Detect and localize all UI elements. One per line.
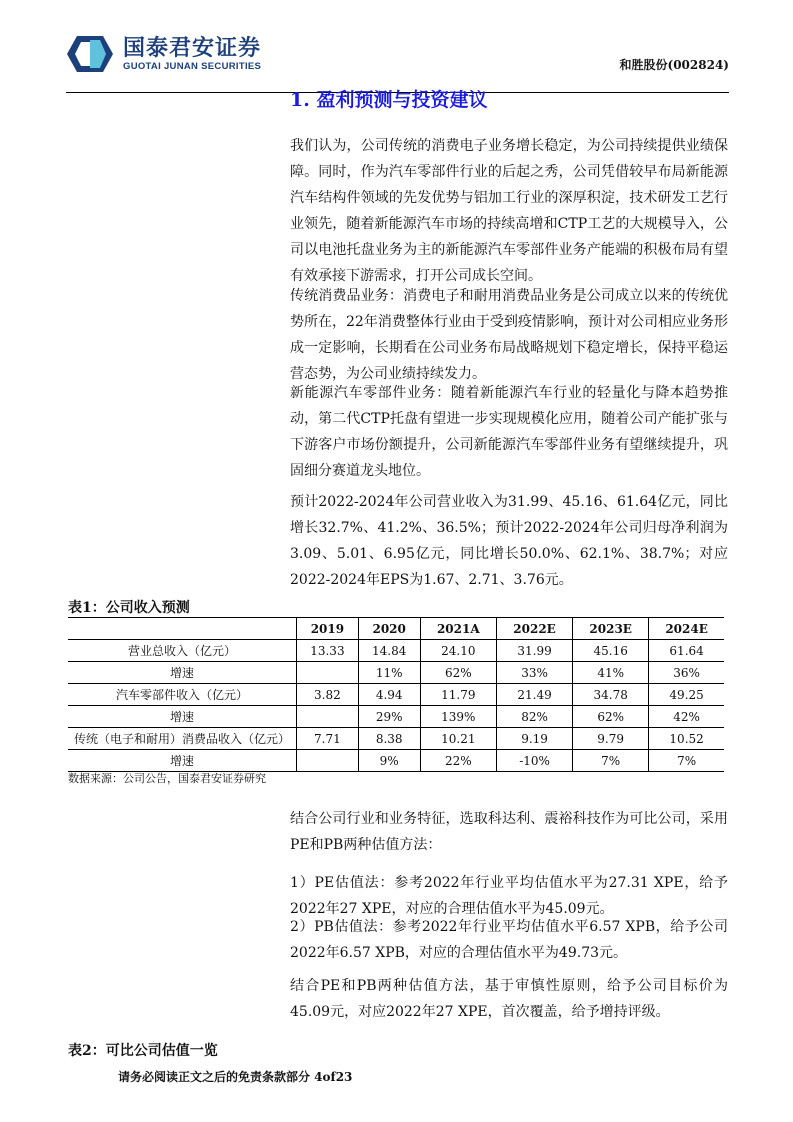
- paragraph: 新能源汽车零部件业务：随着新能源汽车行业的轻量化与降本趋势推动，第二代CTP托盘有望进一步实现规模化应用，随着公司产能扩张与下游客户市场份额提升，公司新能源汽车零部件业务有望继续提升，巩固细分赛道龙头地位。: [290, 385, 728, 479]
- table-cell: 29%: [358, 706, 420, 728]
- table-cell: 21.49: [497, 684, 573, 706]
- paragraph: 我们认为，公司传统的消费电子业务增长稳定，为公司持续提供业绩保障。同时，作为汽车零部件行业的后起之秀，公司凭借较早布局新能源汽车结构件领域的先发优势与铝加工行业的深厚积淀，技术研发工艺行业领先，随着新能源汽车市场的持续高增和CTP工艺的大规模导入，公司以电池托盘业务为主的新能源汽车零部件业务产能端的积极布局有望有效承接下游需求，打开公司成长空间。: [290, 138, 728, 284]
- paragraph: 传统消费品业务：消费电子和耐用消费品业务是公司成立以来的传统优势所在，22年消费整体行业由于受到疫情影响，预计对公司相应业务形成一定影响，长期看在公司业务布局战略规划下稳定增长，保持平稳运营态势，为公司业绩持续发力。: [290, 288, 728, 382]
- table-cell: 45.16: [573, 640, 649, 662]
- row-label: [68, 618, 297, 640]
- table-cell: 9.79: [573, 728, 649, 750]
- table-cell: 13.33: [297, 640, 359, 662]
- table-source: 数据来源：公司公告，国泰君安证券研究: [68, 772, 266, 785]
- table-cell: 31.99: [497, 640, 573, 662]
- table-cell: 2024E: [649, 618, 724, 640]
- table-cell: 139%: [420, 706, 496, 728]
- table-row: [68, 640, 724, 662]
- list-item: 2）PB估值法：参考2022年行业平均估值水平6.57 XPB，给予公司2022年6.57 XPB，对应的合理估值水平为49.73元。: [290, 919, 728, 961]
- table-cell: 62%: [420, 662, 496, 684]
- table-cell: 4.94: [358, 684, 420, 706]
- table-header-row: [68, 618, 724, 640]
- row-label: 增速: [68, 706, 297, 728]
- table-cell: 61.64: [649, 640, 724, 662]
- table-cell: 9.19: [497, 728, 573, 750]
- paragraph: 结合PE和PB两种估值方法，基于审慎性原则，给予公司目标价为45.09元，对应2022年27 XPE，首次覆盖，给予增持评级。: [290, 978, 728, 1020]
- table-cell: 2022E: [497, 618, 573, 640]
- table-caption: 表2：可比公司估值一览: [68, 1043, 218, 1059]
- table-cell: 10.52: [649, 728, 724, 750]
- table-cell: 2020: [358, 618, 420, 640]
- table-cell: 42%: [649, 706, 724, 728]
- table-row: [68, 750, 724, 772]
- table-cell: 7.71: [297, 728, 359, 750]
- table-cell: [297, 662, 359, 684]
- table-cell: 8.38: [358, 728, 420, 750]
- table-row: [68, 706, 724, 728]
- table-cell: 7%: [573, 750, 649, 772]
- table-cell: 24.10: [420, 640, 496, 662]
- table-cell: 2023E: [573, 618, 649, 640]
- row-label: 增速: [68, 662, 297, 684]
- logo-text-cn: 国泰君安证券: [123, 35, 262, 61]
- table-caption: 表1：公司收入预测: [68, 600, 190, 616]
- table-cell: 22%: [420, 750, 496, 772]
- table-cell: 9%: [358, 750, 420, 772]
- table-cell: 33%: [497, 662, 573, 684]
- stock-name: 和胜股份(002824): [619, 58, 729, 72]
- page-footer: 请务必阅读正文之后的免责条款部分 4of23: [118, 1070, 353, 1084]
- table-cell: 11.79: [420, 684, 496, 706]
- table-cell: 3.82: [297, 684, 359, 706]
- table-cell: 34.78: [573, 684, 649, 706]
- table-row: [68, 728, 724, 750]
- table-cell: 41%: [573, 662, 649, 684]
- table-cell: 11%: [358, 662, 420, 684]
- paragraph: 预计2022-2024年公司营业收入为31.99、45.16、61.64亿元，同比增长32.7%、41.2%、36.5%；预计2022-2024年公司归母净利润为3.09、5.01、6.95亿元，同比增长50.0%、62.1%、38.7%；对应2022-2024年EPS为1.67、2.71、3.76元。: [290, 494, 728, 588]
- table-cell: -10%: [497, 750, 573, 772]
- section-title: 1. 盈利预测与投资建议: [290, 89, 488, 111]
- row-label: 汽车零部件收入（亿元）: [68, 684, 297, 706]
- row-label: 营业总收入（亿元）: [68, 640, 297, 662]
- company-logo: [67, 36, 261, 72]
- revenue-forecast-table: [68, 617, 724, 772]
- table-cell: 36%: [649, 662, 724, 684]
- table-cell: 2019: [297, 618, 359, 640]
- table-cell: 7%: [649, 750, 724, 772]
- row-label: 传统（电子和耐用）消费品收入（亿元）: [68, 728, 297, 750]
- logo-icon: [67, 36, 113, 72]
- table-cell: 14.84: [358, 640, 420, 662]
- table-row: [68, 662, 724, 684]
- table-cell: 62%: [573, 706, 649, 728]
- paragraph: 结合公司行业和业务特征，选取科达利、震裕科技作为可比公司，采用PE和PB两种估值方法：: [290, 811, 728, 853]
- list-item: 1）PE估值法：参考2022年行业平均估值水平为27.31 XPE，给予2022年27 XPE，对应的合理估值水平为45.09元。: [290, 875, 728, 917]
- table-cell: 10.21: [420, 728, 496, 750]
- table-cell: [297, 706, 359, 728]
- row-label: 增速: [68, 750, 297, 772]
- table-cell: 49.25: [649, 684, 724, 706]
- table-cell: [297, 750, 359, 772]
- logo-text-en: GUOTAI JUNAN SECURITIES: [123, 60, 262, 72]
- table-row: [68, 684, 724, 706]
- table-cell: 82%: [497, 706, 573, 728]
- table-cell: 2021A: [420, 618, 496, 640]
